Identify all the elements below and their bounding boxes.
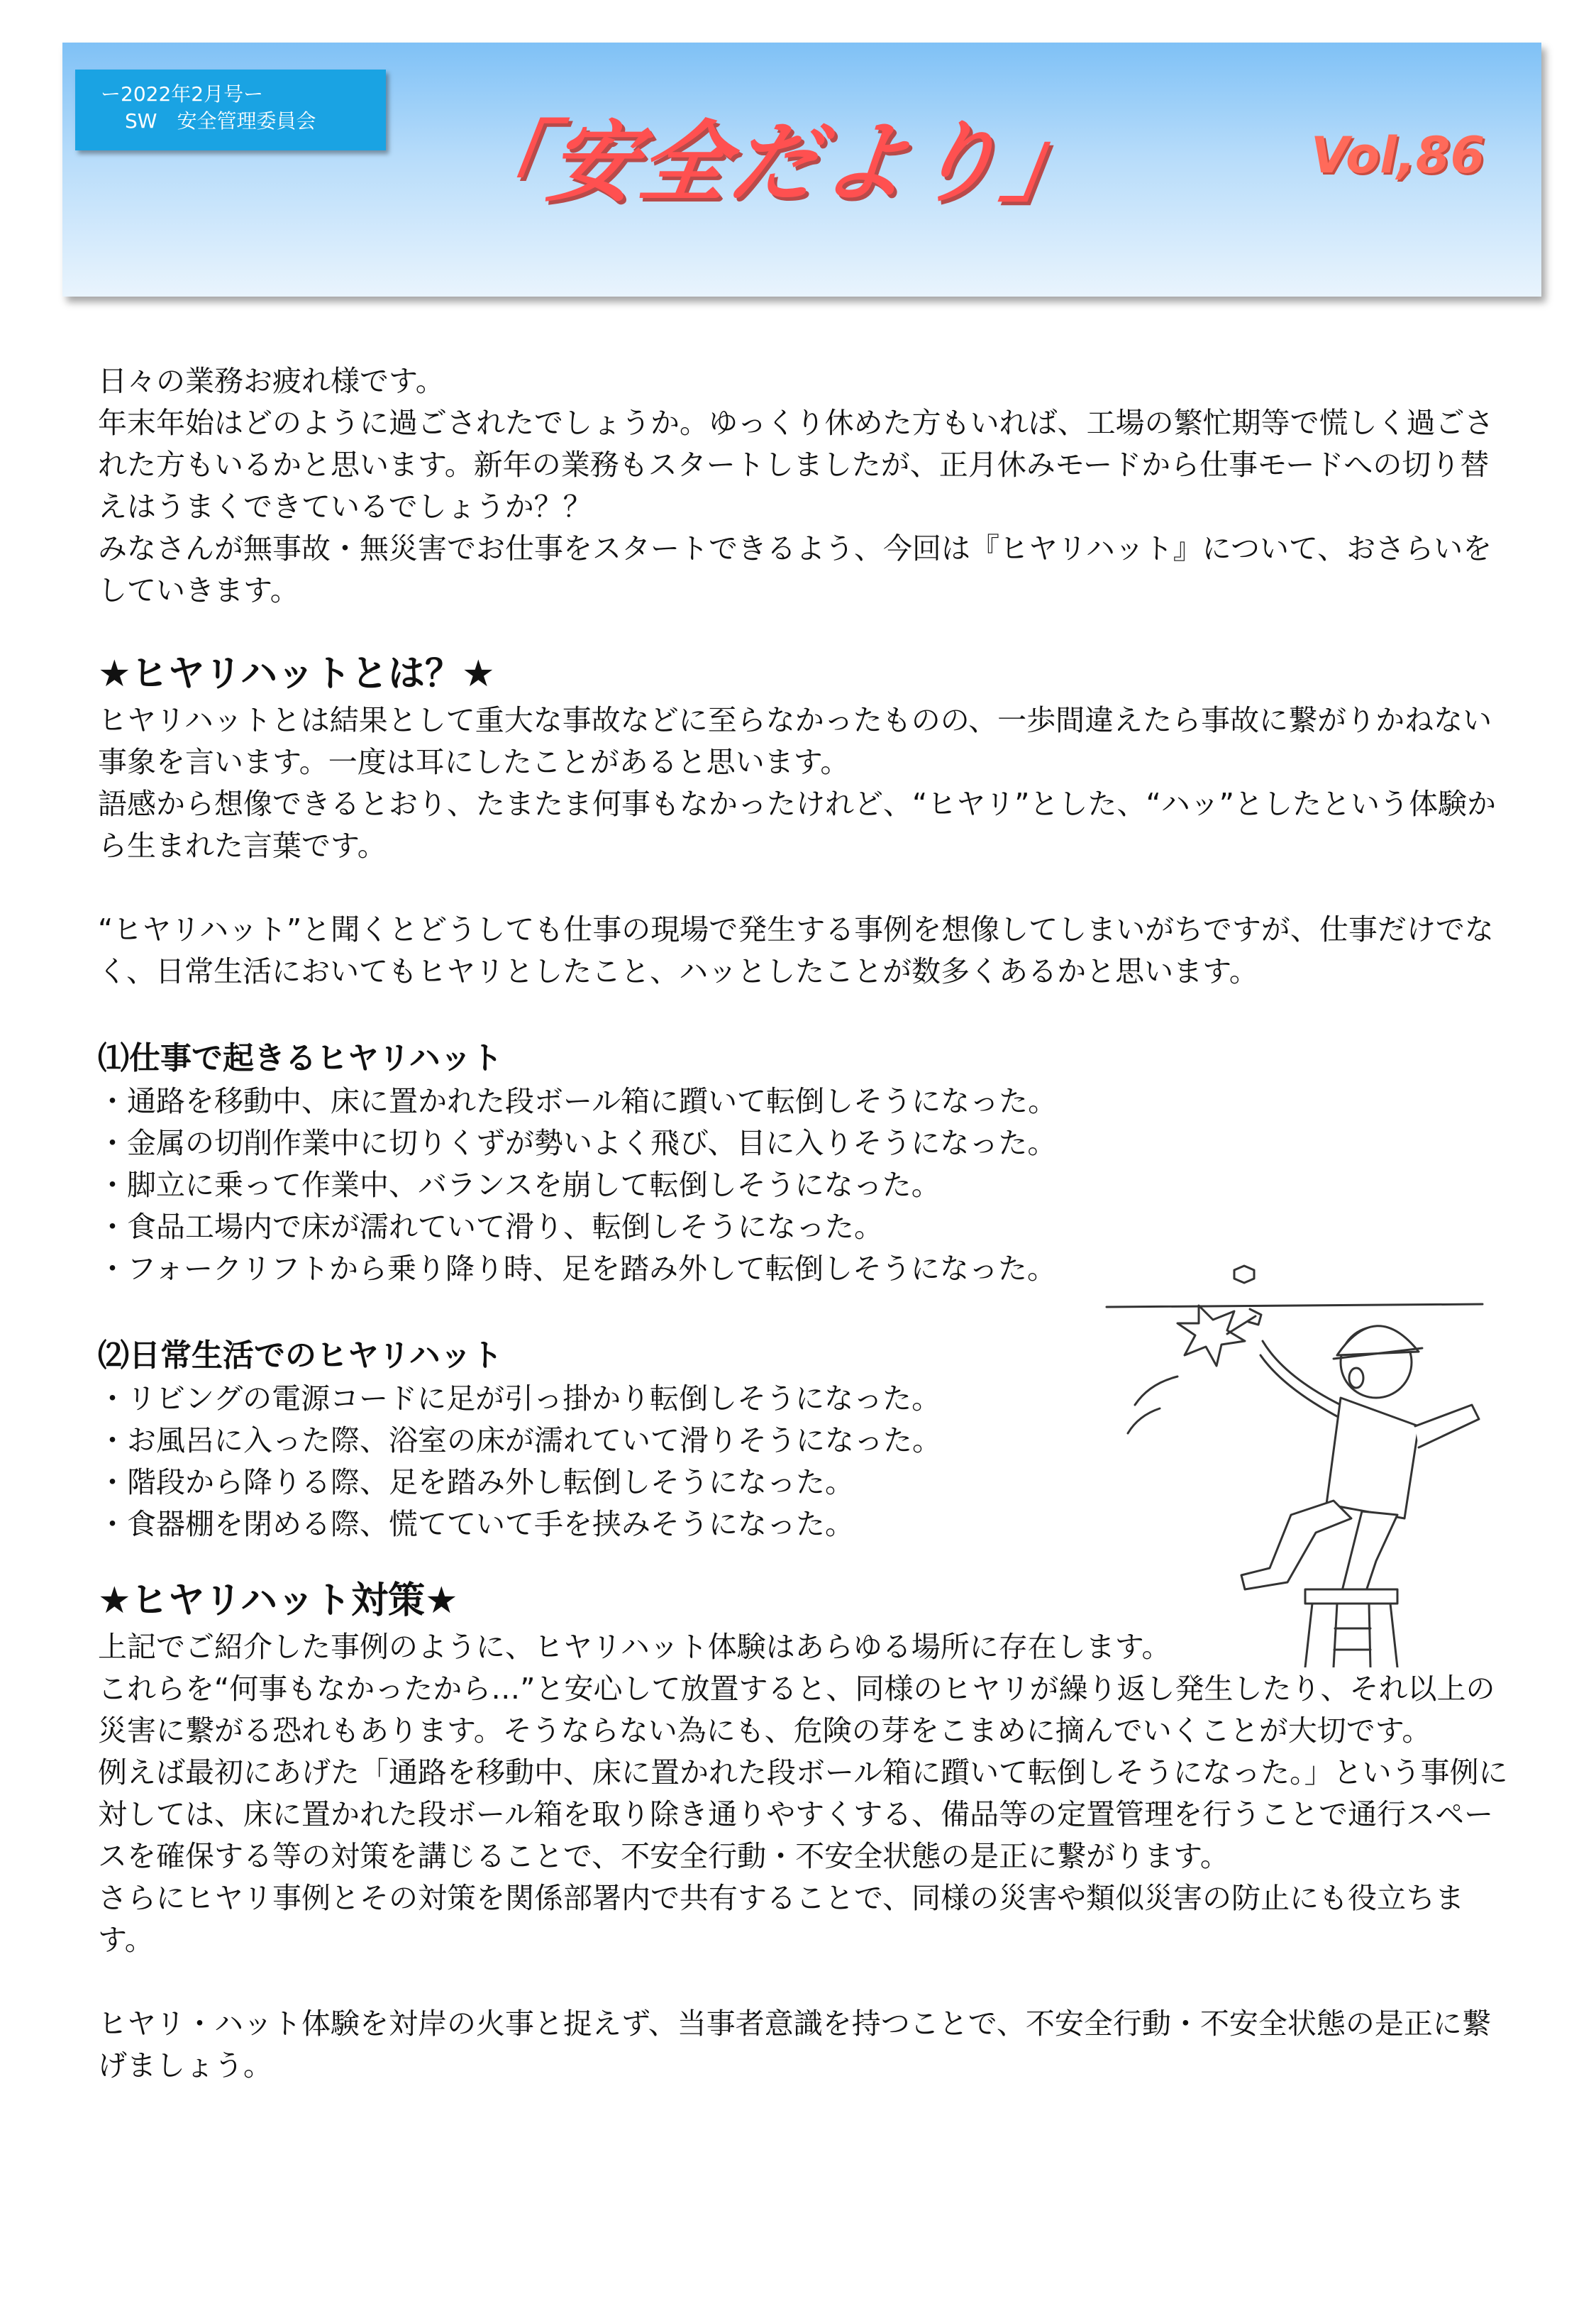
section-heading-countermeasures: ★ヒヤリハット対策★ <box>98 1579 458 1622</box>
list-item: ・食器棚を閉める際、慌てていて手を挟みそうになった。 <box>98 1507 854 1541</box>
list-item: ・フォークリフトから乗り降り時、足を踏み外して転倒しそうになった。 <box>98 1252 1056 1286</box>
torso <box>1326 1398 1419 1518</box>
stepladder <box>1305 1589 1397 1604</box>
list-item: ・階段から降りる際、足を踏み外し転倒しそうになった。 <box>98 1465 854 1499</box>
section-paragraph: 上記でご紹介した事例のように、ヒヤリハット体験はあらゆる場所に存在します。 <box>98 1630 1171 1664</box>
motion-line <box>1128 1408 1160 1433</box>
intro-greeting: 日々の業務お疲れ様です。 <box>98 364 445 398</box>
committee-name: SW 安全管理委員会 <box>125 109 316 133</box>
header-banner <box>62 43 1541 297</box>
issue-date: ー2022年2月号ー <box>101 82 264 106</box>
section-paragraph: さらにヒヤリ事例とその対策を関係部署内で共有することで、同様の災害や類似災害の防止にも役立ちます。 <box>98 1881 1465 1957</box>
volume-number: Vol,86 <box>1311 126 1485 184</box>
list-item: ・脚立に乗って作業中、バランスを崩して転倒しそうになった。 <box>98 1168 941 1202</box>
impact-star-icon <box>1177 1306 1245 1366</box>
section-paragraph: “ヒヤリハット”と聞くとどうしても仕事の現場で発生する事例を想像してしまいがちですが、仕事だけでなく、日常生活においてもヒヤリとしたこと、ハッとしたことが数多くあるかと思います。 <box>98 912 1494 988</box>
motion-line <box>1135 1377 1177 1405</box>
leg <box>1241 1501 1351 1589</box>
article-body <box>98 360 1509 2087</box>
section-paragraph: 例えば最初にあげた「通路を移動中、床に置かれた段ボール箱に躓いて転倒しそうになった。」という事例に対しては、床に置かれた段ボール箱を取り除き通りやすくする、備品等の定置管理を行うことで通行スペースを確保する等の対策を講じることで、不安全行動・不安全状態の是正に繋がります。 <box>98 1755 1508 1873</box>
intro-paragraph: 年末年始はどのように過ごされたでしょうか。ゆっくり休めた方もいれば、工場の繁忙期等で慌しく過ごされた方もいるかと思います。新年の業務もスタートしましたが、正月休みモードから仕事モードへの切り替えはうまくできているでしょうか？？ <box>98 406 1494 524</box>
section-paragraph: これらを“何事もなかったから…”と安心して放置すると、同様のヒヤリが繰り返し発生したり、それ以上の災害に繋がる恐れもあります。そうならない為にも、危険の芽をこまめに摘んでいくことが大切です。 <box>98 1672 1495 1748</box>
subheading-work-examples: ⑴仕事で起きるヒヤリハット <box>98 1040 503 1076</box>
section-paragraph: 語感から想像できるとおり、たまたま何事もなかったけれど、“ヒヤリ”とした、“ハッ”としたという体験から生まれた言葉です。 <box>98 787 1496 863</box>
section-heading-what-is: ★ヒヤリハットとは？★ <box>98 653 495 695</box>
newsletter-title: 「安全だより」 <box>451 112 1102 214</box>
section-paragraph: ヒヤリハットとは結果として重大な事故などに至らなかったものの、一歩間違えたら事故に繋がりかねない事象を言います。一度は耳にしたことがあると思います。 <box>98 703 1492 779</box>
nut-icon <box>1234 1266 1254 1283</box>
falling-worker-illustration <box>1092 1256 1490 1667</box>
ceiling-line <box>1107 1304 1483 1307</box>
list-item: ・通路を移動中、床に置かれた段ボール箱に躓いて転倒しそうになった。 <box>98 1084 1058 1118</box>
closing-paragraph: ヒヤリ・ハット体験を対岸の火事と捉えず、当事者意識を持つことで、不安全行動・不安全状態の是正に繋げましょう。 <box>98 2007 1491 2082</box>
list-item: ・リビングの電源コードに足が引っ掛かり転倒しそうになった。 <box>98 1381 941 1416</box>
list-item: ・金属の切削作業中に切りくずが勢いよく飛び、目に入りそうになった。 <box>98 1126 1057 1160</box>
intro-paragraph: みなさんが無事故・無災害でお仕事をスタートできるよう、今回は『ヒヤリハット』について、おさらいをしていきます。 <box>98 531 1492 607</box>
list-item: ・食品工場内で床が濡れていて滑り、転倒しそうになった。 <box>98 1210 883 1244</box>
list-item: ・お風呂に入った際、浴室の床が濡れていて滑りそうになった。 <box>98 1423 941 1457</box>
subheading-daily-examples: ⑵日常生活でのヒヤリハット <box>98 1337 503 1374</box>
issue-info-box <box>75 70 386 150</box>
